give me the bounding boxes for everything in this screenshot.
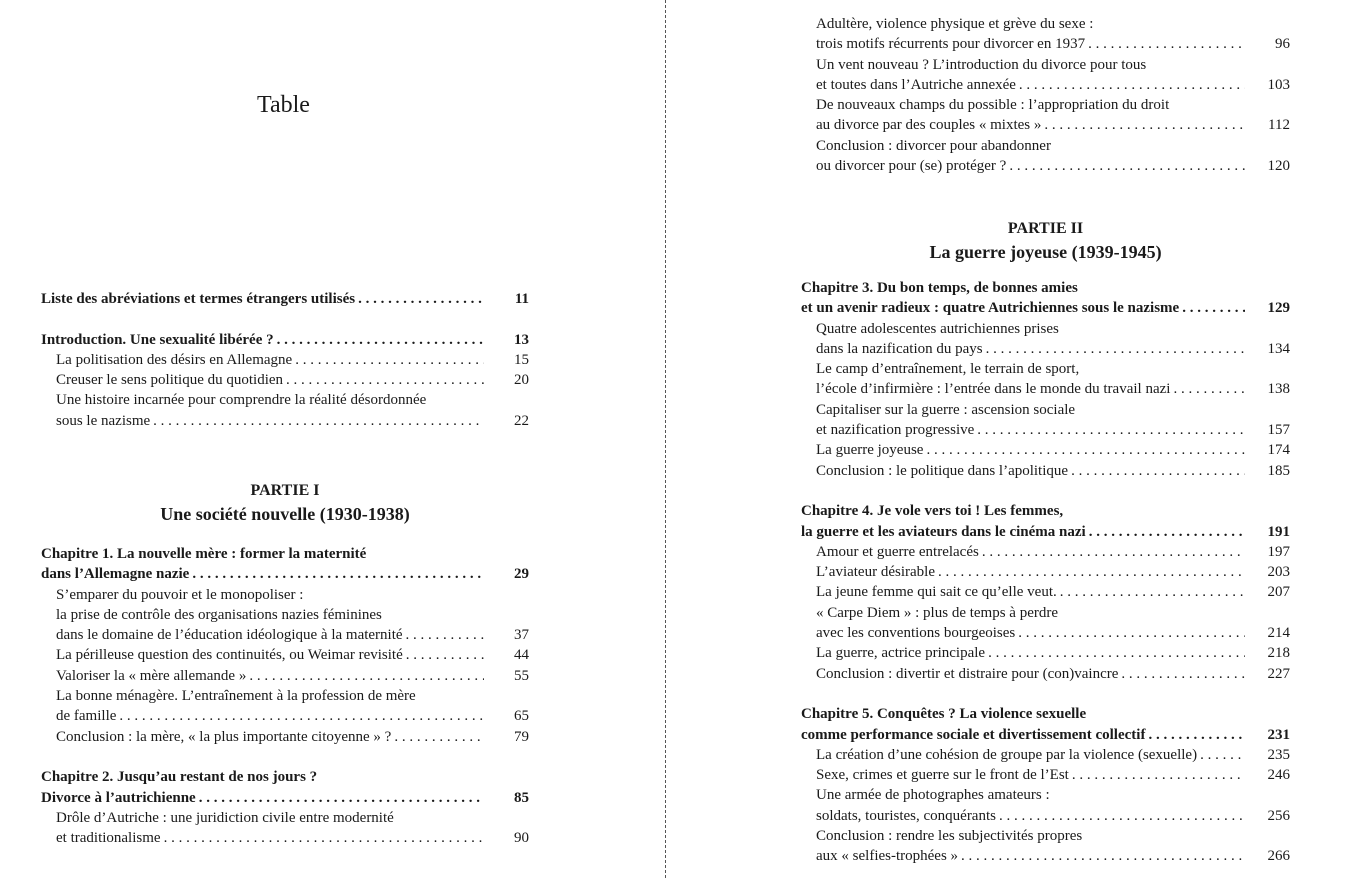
toc-line	[41, 390, 529, 410]
page-number: 129	[1267, 300, 1290, 317]
toc-entry-section[interactable]	[801, 400, 1290, 441]
dot-leader	[982, 542, 1245, 562]
toc-entry-section[interactable]	[41, 666, 529, 686]
toc-line-text: La bonne ménagère. L’entraînement à la profession de mère	[56, 688, 416, 705]
toc-entry-section[interactable]	[801, 542, 1290, 562]
toc-line-text: La périlleuse question des continuités, ou Weimar revisité	[56, 647, 403, 664]
toc-line-text: S’emparer du pouvoir et le monopoliser :	[56, 586, 304, 603]
toc-line	[801, 623, 1290, 643]
toc-line-text: Creuser le sens politique du quotidien	[56, 372, 284, 389]
page-number: 29	[514, 566, 529, 583]
toc-line	[41, 828, 529, 848]
toc-entry-section[interactable]	[801, 785, 1290, 826]
section-gap	[41, 747, 529, 767]
toc-entry-section[interactable]	[41, 686, 529, 727]
toc-line-text: et toutes dans l’Autriche annexée	[816, 76, 1016, 93]
dot-leader	[1182, 298, 1245, 318]
page-number: 256	[1267, 807, 1290, 824]
dot-leader	[926, 440, 1245, 460]
page-number: 44	[514, 647, 529, 664]
toc-line	[801, 34, 1290, 54]
toc-line	[801, 725, 1290, 745]
toc-line	[801, 826, 1290, 846]
toc-line	[41, 370, 529, 390]
toc-line-text: Conclusion : la mère, « la plus importante citoyenne » ?	[56, 728, 392, 745]
toc-line	[801, 339, 1290, 359]
toc-line	[801, 562, 1290, 582]
toc-line-text: La guerre joyeuse	[816, 442, 924, 459]
toc-line-text: Une histoire incarnée pour comprendre la réalité désordonnée	[56, 392, 427, 409]
dot-leader	[406, 625, 484, 645]
dot-leader	[1200, 745, 1245, 765]
page-number: 134	[1267, 340, 1290, 357]
dot-leader	[394, 727, 484, 747]
toc-line-text: soldats, touristes, conquérants	[816, 807, 996, 824]
toc-line-text: dans l’Allemagne nazie	[41, 566, 190, 583]
toc-entry-chapter[interactable]	[41, 330, 529, 350]
page-number: 174	[1267, 442, 1290, 459]
toc-line	[41, 605, 529, 625]
toc-entry-section[interactable]	[801, 603, 1290, 644]
toc-line-text: « Carpe Diem » : plus de temps à perdre	[816, 604, 1059, 621]
toc-entry-chapter[interactable]	[801, 278, 1290, 319]
toc-line-text: Divorce à l’autrichienne	[41, 789, 196, 806]
dot-leader	[249, 666, 484, 686]
toc-line	[801, 846, 1290, 866]
toc-line-text: dans la nazification du pays	[816, 340, 983, 357]
toc-entry-section[interactable]	[41, 645, 529, 665]
toc-line-text: et un avenir radieux : quatre Autrichiennes sous le nazisme	[801, 300, 1180, 317]
toc-line-text: et traditionalisme	[56, 830, 161, 847]
section-gap	[801, 684, 1290, 704]
part-heading	[41, 481, 529, 527]
toc-line-text: sous le nazisme	[56, 412, 151, 429]
toc-line-text: et nazification progressive	[816, 422, 975, 439]
toc-line	[801, 278, 1290, 298]
toc-line	[801, 319, 1290, 339]
toc-entry-section[interactable]	[41, 808, 529, 849]
toc-entry-section[interactable]	[801, 95, 1290, 136]
toc-entry-section[interactable]	[801, 664, 1290, 684]
dot-leader	[986, 339, 1245, 359]
toc-line-text: Quatre adolescentes autrichiennes prises	[816, 320, 1059, 337]
toc-line	[801, 603, 1290, 623]
toc-entry-chapter[interactable]	[801, 704, 1290, 745]
page-number: 96	[1275, 36, 1290, 53]
dot-leader	[199, 788, 484, 808]
toc-line-text: Drôle d’Autriche : une juridiction civile entre modernité	[56, 809, 394, 826]
toc-line-text: Chapitre 4. Je vole vers toi ! Les femmes,	[801, 503, 1064, 520]
page-number: 227	[1267, 665, 1290, 682]
toc-entry-section[interactable]	[801, 136, 1290, 177]
toc-line	[801, 298, 1290, 318]
toc-entry-section[interactable]	[801, 562, 1290, 582]
toc-line	[801, 440, 1290, 460]
page-number: 85	[514, 789, 529, 806]
dot-leader	[1072, 765, 1245, 785]
dot-leader	[358, 289, 484, 309]
toc-line-text: ou divorcer pour (se) protéger ?	[816, 158, 1007, 175]
toc-line-text: La guerre, actrice principale	[816, 645, 986, 662]
dot-leader	[999, 806, 1245, 826]
section-gap	[801, 481, 1290, 501]
toc-entry-chapter[interactable]	[41, 544, 529, 585]
toc-line-text: l’école d’infirmière : l’entrée dans le monde du travail nazi	[816, 381, 1171, 398]
toc-entry-chapter[interactable]	[41, 289, 529, 309]
page-number: 191	[1267, 523, 1290, 540]
part-number: PARTIE I	[250, 482, 320, 499]
toc-line-text: Conclusion : le politique dans l’apolitique	[816, 462, 1069, 479]
page-number: 37	[514, 627, 529, 644]
toc-chapter-2-continued	[801, 14, 1290, 176]
page-number: 13	[514, 331, 529, 348]
toc-line	[801, 95, 1290, 115]
part-title: Une société nouvelle (1930-1938)	[160, 504, 410, 524]
toc-line-text: La création d’une cohésion de groupe par la violence (sexuelle)	[816, 746, 1198, 763]
page-number: 203	[1267, 564, 1290, 581]
page-title: Table	[257, 92, 310, 118]
dot-leader	[164, 828, 484, 848]
toc-line-text: avec les conventions bourgeoises	[816, 625, 1016, 642]
page-number: 20	[514, 372, 529, 389]
dot-leader	[1044, 115, 1245, 135]
toc-part-2	[801, 278, 1290, 867]
toc-line-text: Liste des abréviations et termes étrangers utilisés	[41, 291, 356, 307]
toc-entry-section[interactable]	[41, 585, 529, 646]
toc-line	[41, 645, 529, 665]
toc-entry-section[interactable]	[801, 440, 1290, 460]
toc-line	[41, 727, 529, 747]
dot-leader	[295, 350, 484, 370]
toc-line	[41, 808, 529, 828]
toc-line-text: Chapitre 2. Jusqu’au restant de nos jours ?	[41, 769, 318, 786]
section-gap	[41, 309, 529, 329]
page-number: 266	[1267, 848, 1290, 865]
page-number: 231	[1267, 726, 1290, 743]
dot-leader	[277, 330, 484, 350]
toc-line	[801, 522, 1290, 542]
toc-line	[41, 788, 529, 808]
page-number: 55	[514, 667, 529, 684]
toc-entry-section[interactable]	[801, 319, 1290, 360]
dot-leader	[1173, 379, 1245, 399]
toc-line-text: Introduction. Une sexualité libérée ?	[41, 331, 274, 348]
toc-line-text: Chapitre 3. Du bon temps, de bonnes amies	[801, 280, 1078, 296]
page-number: 218	[1267, 645, 1290, 662]
toc-line	[801, 55, 1290, 75]
toc-line	[41, 564, 529, 584]
page-divider	[665, 0, 666, 878]
page-number: 90	[514, 830, 529, 847]
page-number: 65	[514, 708, 529, 725]
toc-line	[801, 501, 1290, 521]
toc-line	[41, 625, 529, 645]
toc-line	[801, 115, 1290, 135]
dot-leader	[1018, 623, 1245, 643]
toc-entry-section[interactable]	[801, 826, 1290, 867]
part-number: PARTIE II	[1007, 220, 1084, 237]
toc-entry-chapter[interactable]	[801, 501, 1290, 542]
page-number: 197	[1267, 543, 1290, 560]
page-number: 79	[514, 728, 529, 745]
dot-leader	[961, 846, 1245, 866]
toc-line-text: Le camp d’entraînement, le terrain de sport,	[816, 361, 1080, 378]
toc-entry-chapter[interactable]	[41, 767, 529, 808]
toc-line-text: la guerre et les aviateurs dans le cinéma nazi	[801, 523, 1086, 540]
toc-entry-section[interactable]	[801, 582, 1290, 602]
dot-leader	[1060, 582, 1245, 602]
dot-leader	[1009, 156, 1245, 176]
toc-entry-section[interactable]	[41, 370, 529, 390]
toc-entry-section[interactable]	[801, 765, 1290, 785]
page-number: 138	[1267, 381, 1290, 398]
toc-line-text: La politisation des désirs en Allemagne	[56, 351, 293, 368]
toc-line-text: la prise de contrôle des organisations nazies féminines	[56, 606, 382, 623]
toc-entry-section[interactable]	[801, 359, 1290, 400]
left-page	[0, 0, 665, 878]
toc-line	[801, 745, 1290, 765]
toc-line	[801, 14, 1290, 34]
toc-line	[41, 666, 529, 686]
dot-leader	[286, 370, 484, 390]
dot-leader	[1019, 75, 1245, 95]
toc-entry-section[interactable]	[41, 727, 529, 747]
toc-entry-section[interactable]	[41, 390, 529, 431]
toc-line	[801, 379, 1290, 399]
toc-line	[41, 544, 529, 564]
dot-leader	[153, 411, 484, 431]
toc-line	[41, 350, 529, 370]
page-number: 214	[1267, 625, 1290, 642]
toc-line	[41, 706, 529, 726]
dot-leader	[938, 562, 1245, 582]
toc-line	[801, 400, 1290, 420]
toc-line	[801, 785, 1290, 805]
toc-line	[801, 542, 1290, 562]
toc-entry-section[interactable]	[801, 55, 1290, 96]
page-number: 157	[1267, 422, 1290, 439]
page-number: 103	[1267, 76, 1290, 93]
dot-leader	[1148, 725, 1245, 745]
part-title: La guerre joyeuse (1939-1945)	[929, 242, 1162, 262]
toc-line	[41, 330, 529, 350]
toc-line-text: Capitaliser sur la guerre : ascension sociale	[816, 401, 1076, 418]
toc-entry-section[interactable]	[801, 461, 1290, 481]
page-number: 185	[1267, 462, 1290, 479]
toc-line-text: Amour et guerre entrelacés	[816, 543, 979, 560]
toc-line	[41, 289, 529, 309]
dot-leader	[1089, 522, 1245, 542]
toc-line	[801, 582, 1290, 602]
toc-line-text: Conclusion : divorcer pour abandonner	[816, 137, 1051, 154]
toc-front-matter	[41, 289, 529, 431]
page-number: 235	[1267, 746, 1290, 763]
toc-line-text: dans le domaine de l’éducation idéologique à la maternité	[56, 627, 403, 644]
toc-line	[801, 664, 1290, 684]
toc-line	[801, 156, 1290, 176]
page-number: 120	[1267, 158, 1290, 175]
page-number: 11	[514, 291, 529, 307]
toc-line-text: Adultère, violence physique et grève du sexe :	[816, 16, 1094, 32]
dot-leader	[119, 706, 484, 726]
dot-leader	[988, 643, 1245, 663]
right-page	[667, 0, 1346, 878]
toc-line	[41, 767, 529, 787]
toc-line-text: Conclusion : rendre les subjectivités propres	[816, 828, 1083, 845]
toc-line	[801, 420, 1290, 440]
toc-entry-section[interactable]	[801, 745, 1290, 765]
toc-line-text: De nouveaux champs du possible : l’appropriation du droit	[816, 97, 1170, 114]
page-number: 22	[514, 412, 529, 429]
dot-leader	[1088, 34, 1245, 54]
dot-leader	[406, 645, 484, 665]
toc-line	[41, 411, 529, 431]
toc-line-text: L’aviateur désirable	[816, 564, 935, 581]
toc-line	[801, 704, 1290, 724]
toc-line-text: Valoriser la « mère allemande »	[56, 667, 247, 684]
page-number: 207	[1267, 584, 1290, 601]
toc-line	[41, 686, 529, 706]
toc-line	[801, 765, 1290, 785]
dot-leader	[1121, 664, 1245, 684]
toc-part-1	[41, 544, 529, 848]
toc-entry-section[interactable]	[41, 350, 529, 370]
toc-line	[801, 75, 1290, 95]
toc-line-text: Une armée de photographes amateurs :	[816, 787, 1050, 804]
toc-line-text: Chapitre 5. Conquêtes ? La violence sexuelle	[801, 706, 1087, 723]
toc-line-text: au divorce par des couples « mixtes »	[816, 117, 1042, 134]
toc-line-text: aux « selfies-trophées »	[816, 848, 959, 865]
toc-line-text: La jeune femme qui sait ce qu’elle veut.	[816, 584, 1057, 601]
toc-entry-section[interactable]	[801, 643, 1290, 663]
part-heading	[801, 219, 1290, 265]
page-number: 15	[514, 351, 529, 368]
toc-line-text: comme performance sociale et divertissement collectif	[801, 726, 1146, 743]
toc-line-text: Un vent nouveau ? L’introduction du divorce pour tous	[816, 56, 1147, 73]
toc-line	[801, 643, 1290, 663]
dot-leader	[192, 564, 484, 584]
toc-line-text: Conclusion : divertir et distraire pour (con)vaincre	[816, 665, 1119, 682]
toc-line-text: de famille	[56, 708, 117, 725]
toc-line	[801, 359, 1290, 379]
toc-line-text: Chapitre 1. La nouvelle mère : former la maternité	[41, 546, 367, 562]
toc-line-text: trois motifs récurrents pour divorcer en 1937	[816, 36, 1086, 53]
dot-leader	[1071, 461, 1245, 481]
toc-line-text: Sexe, crimes et guerre sur le front de l’Est	[816, 767, 1069, 784]
toc-line	[801, 806, 1290, 826]
toc-line	[801, 136, 1290, 156]
toc-entry-section[interactable]	[801, 14, 1290, 55]
page-number: 112	[1268, 117, 1290, 134]
dot-leader	[977, 420, 1245, 440]
page-number: 246	[1267, 767, 1290, 784]
toc-line	[41, 585, 529, 605]
toc-line	[801, 461, 1290, 481]
